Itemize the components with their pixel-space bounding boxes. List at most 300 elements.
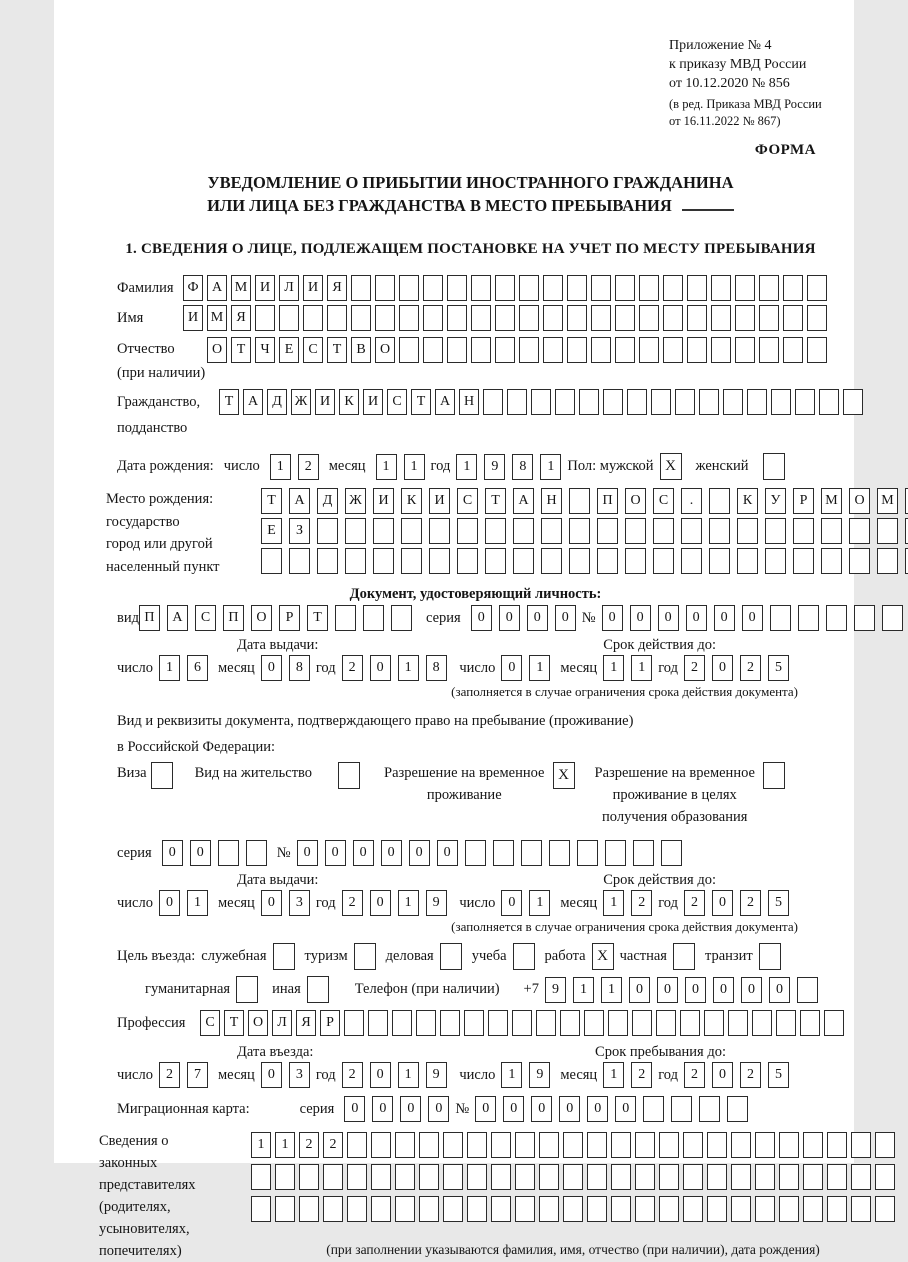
char-cell[interactable]: 0: [261, 655, 282, 681]
char-cell[interactable]: [521, 840, 542, 866]
char-cell[interactable]: У: [765, 488, 786, 514]
char-cell[interactable]: [371, 1132, 391, 1158]
char-cell[interactable]: [299, 1196, 319, 1222]
char-cell[interactable]: 0: [630, 605, 651, 631]
char-cell[interactable]: [391, 605, 412, 631]
char-cell[interactable]: [728, 1010, 748, 1036]
char-cell[interactable]: [875, 1164, 895, 1190]
char-cell[interactable]: [541, 548, 562, 574]
char-cell[interactable]: 2: [740, 890, 761, 916]
char-cell[interactable]: [771, 389, 791, 415]
char-cell[interactable]: 0: [714, 605, 735, 631]
char-cell[interactable]: [467, 1196, 487, 1222]
char-cell[interactable]: [671, 1096, 692, 1122]
char-cell[interactable]: [363, 605, 384, 631]
char-cell[interactable]: [491, 1196, 511, 1222]
char-cell[interactable]: [755, 1164, 775, 1190]
char-cell[interactable]: [563, 1196, 583, 1222]
char-cell[interactable]: [735, 275, 755, 301]
char-cell[interactable]: [401, 548, 422, 574]
char-cell[interactable]: [680, 1010, 700, 1036]
char-cell[interactable]: [625, 518, 646, 544]
char-cell[interactable]: 0: [353, 840, 374, 866]
char-cell[interactable]: 1: [603, 890, 624, 916]
char-cell[interactable]: [687, 337, 707, 363]
char-cell[interactable]: [560, 1010, 580, 1036]
char-cell[interactable]: [608, 1010, 628, 1036]
char-cell[interactable]: [335, 605, 356, 631]
char-cell[interactable]: 0: [437, 840, 458, 866]
char-cell[interactable]: [419, 1132, 439, 1158]
purpose-tourism-checkbox[interactable]: [354, 943, 376, 970]
char-cell[interactable]: 0: [629, 977, 650, 1003]
char-cell[interactable]: [519, 305, 539, 331]
char-cell[interactable]: [591, 305, 611, 331]
char-cell[interactable]: [471, 275, 491, 301]
char-cell[interactable]: 0: [261, 1062, 282, 1088]
char-cell[interactable]: 8: [512, 454, 533, 480]
char-cell[interactable]: [699, 389, 719, 415]
char-cell[interactable]: 2: [684, 890, 705, 916]
char-cell[interactable]: [419, 1196, 439, 1222]
char-cell[interactable]: [491, 1132, 511, 1158]
char-cell[interactable]: [807, 305, 827, 331]
char-cell[interactable]: [375, 305, 395, 331]
char-cell[interactable]: [577, 840, 598, 866]
char-cell[interactable]: [793, 548, 814, 574]
char-cell[interactable]: [275, 1164, 295, 1190]
char-cell[interactable]: [819, 389, 839, 415]
char-cell[interactable]: 5: [768, 1062, 789, 1088]
char-cell[interactable]: Е: [279, 337, 299, 363]
char-cell[interactable]: 1: [456, 454, 477, 480]
char-cell[interactable]: [373, 518, 394, 544]
char-cell[interactable]: Т: [261, 488, 282, 514]
char-cell[interactable]: [731, 1164, 751, 1190]
char-cell[interactable]: 1: [631, 655, 652, 681]
char-cell[interactable]: [877, 548, 898, 574]
char-cell[interactable]: [375, 275, 395, 301]
char-cell[interactable]: Д: [317, 488, 338, 514]
char-cell[interactable]: [443, 1132, 463, 1158]
char-cell[interactable]: 1: [398, 655, 419, 681]
char-cell[interactable]: [563, 1164, 583, 1190]
char-cell[interactable]: [731, 1132, 751, 1158]
char-cell[interactable]: [569, 548, 590, 574]
char-cell[interactable]: [779, 1196, 799, 1222]
char-cell[interactable]: [663, 275, 683, 301]
char-cell[interactable]: [323, 1164, 343, 1190]
char-cell[interactable]: 8: [289, 655, 310, 681]
purpose-transit-checkbox[interactable]: [759, 943, 781, 970]
char-cell[interactable]: [569, 488, 590, 514]
char-cell[interactable]: [827, 1132, 847, 1158]
char-cell[interactable]: К: [737, 488, 758, 514]
char-cell[interactable]: [821, 548, 842, 574]
char-cell[interactable]: Ж: [345, 488, 366, 514]
char-cell[interactable]: 0: [162, 840, 183, 866]
char-cell[interactable]: [317, 548, 338, 574]
char-cell[interactable]: 1: [404, 454, 425, 480]
char-cell[interactable]: [395, 1164, 415, 1190]
char-cell[interactable]: [765, 548, 786, 574]
char-cell[interactable]: 9: [426, 1062, 447, 1088]
char-cell[interactable]: 2: [684, 1062, 705, 1088]
char-cell[interactable]: [687, 305, 707, 331]
char-cell[interactable]: 1: [603, 1062, 624, 1088]
char-cell[interactable]: И: [429, 488, 450, 514]
char-cell[interactable]: [579, 389, 599, 415]
char-cell[interactable]: [347, 1132, 367, 1158]
char-cell[interactable]: И: [255, 275, 275, 301]
char-cell[interactable]: [371, 1196, 391, 1222]
char-cell[interactable]: [779, 1164, 799, 1190]
char-cell[interactable]: [429, 548, 450, 574]
char-cell[interactable]: [465, 840, 486, 866]
char-cell[interactable]: 0: [370, 655, 391, 681]
char-cell[interactable]: 1: [376, 454, 397, 480]
char-cell[interactable]: 0: [615, 1096, 636, 1122]
char-cell[interactable]: [770, 605, 791, 631]
char-cell[interactable]: И: [303, 275, 323, 301]
char-cell[interactable]: [635, 1164, 655, 1190]
char-cell[interactable]: 0: [297, 840, 318, 866]
char-cell[interactable]: [399, 275, 419, 301]
char-cell[interactable]: 1: [398, 1062, 419, 1088]
char-cell[interactable]: [543, 275, 563, 301]
char-cell[interactable]: [737, 548, 758, 574]
char-cell[interactable]: [275, 1196, 295, 1222]
char-cell[interactable]: [493, 840, 514, 866]
char-cell[interactable]: [731, 1196, 751, 1222]
char-cell[interactable]: И: [183, 305, 203, 331]
char-cell[interactable]: Ч: [255, 337, 275, 363]
char-cell[interactable]: [759, 275, 779, 301]
char-cell[interactable]: [843, 389, 863, 415]
char-cell[interactable]: 3: [289, 1062, 310, 1088]
char-cell[interactable]: [639, 337, 659, 363]
char-cell[interactable]: [709, 518, 730, 544]
purpose-work-checkbox[interactable]: X: [592, 943, 614, 970]
char-cell[interactable]: [611, 1196, 631, 1222]
char-cell[interactable]: 0: [712, 890, 733, 916]
char-cell[interactable]: [515, 1164, 535, 1190]
char-cell[interactable]: [849, 548, 870, 574]
char-cell[interactable]: [615, 305, 635, 331]
char-cell[interactable]: А: [207, 275, 227, 301]
char-cell[interactable]: 1: [398, 890, 419, 916]
char-cell[interactable]: [605, 840, 626, 866]
char-cell[interactable]: [495, 305, 515, 331]
char-cell[interactable]: [419, 1164, 439, 1190]
char-cell[interactable]: 0: [555, 605, 576, 631]
char-cell[interactable]: [591, 337, 611, 363]
char-cell[interactable]: [587, 1196, 607, 1222]
char-cell[interactable]: А: [243, 389, 263, 415]
char-cell[interactable]: [447, 305, 467, 331]
char-cell[interactable]: [681, 518, 702, 544]
char-cell[interactable]: [875, 1132, 895, 1158]
char-cell[interactable]: [218, 840, 239, 866]
char-cell[interactable]: [803, 1132, 823, 1158]
char-cell[interactable]: С: [653, 488, 674, 514]
char-cell[interactable]: Я: [231, 305, 251, 331]
char-cell[interactable]: [625, 548, 646, 574]
char-cell[interactable]: 1: [529, 890, 550, 916]
char-cell[interactable]: [467, 1164, 487, 1190]
char-cell[interactable]: И: [315, 389, 335, 415]
char-cell[interactable]: [507, 389, 527, 415]
char-cell[interactable]: .: [681, 488, 702, 514]
char-cell[interactable]: [687, 275, 707, 301]
char-cell[interactable]: С: [195, 605, 216, 631]
char-cell[interactable]: 2: [342, 1062, 363, 1088]
char-cell[interactable]: А: [167, 605, 188, 631]
char-cell[interactable]: [651, 389, 671, 415]
char-cell[interactable]: [737, 518, 758, 544]
purpose-business-checkbox[interactable]: [440, 943, 462, 970]
char-cell[interactable]: 1: [270, 454, 291, 480]
char-cell[interactable]: И: [363, 389, 383, 415]
char-cell[interactable]: [711, 275, 731, 301]
char-cell[interactable]: [399, 305, 419, 331]
char-cell[interactable]: 0: [713, 977, 734, 1003]
char-cell[interactable]: [423, 305, 443, 331]
char-cell[interactable]: 0: [527, 605, 548, 631]
char-cell[interactable]: [371, 1164, 391, 1190]
char-cell[interactable]: [317, 518, 338, 544]
char-cell[interactable]: [464, 1010, 484, 1036]
char-cell[interactable]: [351, 275, 371, 301]
char-cell[interactable]: [827, 1164, 847, 1190]
char-cell[interactable]: 2: [342, 655, 363, 681]
char-cell[interactable]: [633, 840, 654, 866]
purpose-study-checkbox[interactable]: [513, 943, 535, 970]
char-cell[interactable]: [803, 1196, 823, 1222]
char-cell[interactable]: [639, 275, 659, 301]
char-cell[interactable]: 0: [190, 840, 211, 866]
char-cell[interactable]: Л: [272, 1010, 292, 1036]
char-cell[interactable]: 9: [545, 977, 566, 1003]
char-cell[interactable]: 0: [658, 605, 679, 631]
purpose-private-checkbox[interactable]: [673, 943, 695, 970]
char-cell[interactable]: [776, 1010, 796, 1036]
char-cell[interactable]: П: [223, 605, 244, 631]
char-cell[interactable]: [611, 1132, 631, 1158]
purpose-official-checkbox[interactable]: [273, 943, 295, 970]
char-cell[interactable]: [759, 337, 779, 363]
char-cell[interactable]: 0: [587, 1096, 608, 1122]
char-cell[interactable]: [659, 1196, 679, 1222]
char-cell[interactable]: [591, 275, 611, 301]
char-cell[interactable]: [423, 275, 443, 301]
char-cell[interactable]: П: [139, 605, 160, 631]
char-cell[interactable]: [779, 1132, 799, 1158]
char-cell[interactable]: А: [513, 488, 534, 514]
char-cell[interactable]: 1: [251, 1132, 271, 1158]
char-cell[interactable]: [467, 1132, 487, 1158]
char-cell[interactable]: 0: [741, 977, 762, 1003]
char-cell[interactable]: [495, 337, 515, 363]
char-cell[interactable]: 0: [325, 840, 346, 866]
char-cell[interactable]: [597, 548, 618, 574]
char-cell[interactable]: [723, 389, 743, 415]
char-cell[interactable]: [635, 1132, 655, 1158]
char-cell[interactable]: О: [248, 1010, 268, 1036]
char-cell[interactable]: [567, 275, 587, 301]
char-cell[interactable]: [711, 305, 731, 331]
char-cell[interactable]: 7: [187, 1062, 208, 1088]
char-cell[interactable]: С: [303, 337, 323, 363]
char-cell[interactable]: [793, 518, 814, 544]
char-cell[interactable]: [513, 548, 534, 574]
char-cell[interactable]: [709, 548, 730, 574]
char-cell[interactable]: [707, 1164, 727, 1190]
char-cell[interactable]: [882, 605, 903, 631]
char-cell[interactable]: [392, 1010, 412, 1036]
char-cell[interactable]: [347, 1164, 367, 1190]
char-cell[interactable]: Т: [224, 1010, 244, 1036]
char-cell[interactable]: [597, 518, 618, 544]
char-cell[interactable]: [485, 548, 506, 574]
char-cell[interactable]: [675, 389, 695, 415]
char-cell[interactable]: [344, 1010, 364, 1036]
char-cell[interactable]: А: [289, 488, 310, 514]
char-cell[interactable]: [488, 1010, 508, 1036]
char-cell[interactable]: [656, 1010, 676, 1036]
char-cell[interactable]: 9: [426, 890, 447, 916]
char-cell[interactable]: 0: [471, 605, 492, 631]
char-cell[interactable]: [251, 1196, 271, 1222]
char-cell[interactable]: 0: [685, 977, 706, 1003]
sex-female-checkbox[interactable]: [763, 453, 785, 480]
char-cell[interactable]: О: [207, 337, 227, 363]
char-cell[interactable]: Т: [307, 605, 328, 631]
char-cell[interactable]: [683, 1164, 703, 1190]
char-cell[interactable]: [615, 275, 635, 301]
char-cell[interactable]: [368, 1010, 388, 1036]
char-cell[interactable]: 1: [501, 1062, 522, 1088]
char-cell[interactable]: [735, 305, 755, 331]
char-cell[interactable]: [485, 518, 506, 544]
char-cell[interactable]: [709, 488, 730, 514]
char-cell[interactable]: Р: [793, 488, 814, 514]
char-cell[interactable]: [635, 1196, 655, 1222]
char-cell[interactable]: [727, 1096, 748, 1122]
char-cell[interactable]: [851, 1164, 871, 1190]
char-cell[interactable]: [447, 275, 467, 301]
char-cell[interactable]: [519, 337, 539, 363]
char-cell[interactable]: [279, 305, 299, 331]
char-cell[interactable]: [824, 1010, 844, 1036]
char-cell[interactable]: 1: [529, 655, 550, 681]
char-cell[interactable]: А: [435, 389, 455, 415]
char-cell[interactable]: Т: [485, 488, 506, 514]
char-cell[interactable]: [447, 337, 467, 363]
char-cell[interactable]: [483, 389, 503, 415]
char-cell[interactable]: 0: [261, 890, 282, 916]
char-cell[interactable]: [683, 1132, 703, 1158]
char-cell[interactable]: [653, 518, 674, 544]
char-cell[interactable]: [515, 1132, 535, 1158]
char-cell[interactable]: Ж: [291, 389, 311, 415]
char-cell[interactable]: [569, 518, 590, 544]
char-cell[interactable]: К: [401, 488, 422, 514]
char-cell[interactable]: [416, 1010, 436, 1036]
char-cell[interactable]: [246, 840, 267, 866]
char-cell[interactable]: [495, 275, 515, 301]
residence-permit-checkbox[interactable]: [338, 762, 360, 789]
char-cell[interactable]: [615, 337, 635, 363]
char-cell[interactable]: [539, 1132, 559, 1158]
char-cell[interactable]: М: [231, 275, 251, 301]
char-cell[interactable]: 5: [768, 655, 789, 681]
sex-male-checkbox[interactable]: X: [660, 453, 682, 480]
char-cell[interactable]: 0: [428, 1096, 449, 1122]
char-cell[interactable]: 1: [601, 977, 622, 1003]
char-cell[interactable]: [783, 275, 803, 301]
char-cell[interactable]: [851, 1132, 871, 1158]
char-cell[interactable]: [783, 305, 803, 331]
char-cell[interactable]: [303, 305, 323, 331]
char-cell[interactable]: [639, 305, 659, 331]
char-cell[interactable]: [707, 1132, 727, 1158]
temp-residence-education-checkbox[interactable]: [763, 762, 785, 789]
char-cell[interactable]: [821, 518, 842, 544]
char-cell[interactable]: 1: [573, 977, 594, 1003]
char-cell[interactable]: [289, 548, 310, 574]
char-cell[interactable]: 0: [531, 1096, 552, 1122]
char-cell[interactable]: 0: [501, 890, 522, 916]
char-cell[interactable]: С: [387, 389, 407, 415]
char-cell[interactable]: Т: [411, 389, 431, 415]
char-cell[interactable]: Ф: [183, 275, 203, 301]
char-cell[interactable]: [795, 389, 815, 415]
char-cell[interactable]: [653, 548, 674, 574]
char-cell[interactable]: 1: [159, 655, 180, 681]
char-cell[interactable]: М: [207, 305, 227, 331]
char-cell[interactable]: 0: [475, 1096, 496, 1122]
char-cell[interactable]: К: [339, 389, 359, 415]
char-cell[interactable]: [567, 337, 587, 363]
char-cell[interactable]: [543, 305, 563, 331]
char-cell[interactable]: Т: [231, 337, 251, 363]
char-cell[interactable]: [351, 305, 371, 331]
char-cell[interactable]: Н: [541, 488, 562, 514]
char-cell[interactable]: [395, 1196, 415, 1222]
char-cell[interactable]: [251, 1164, 271, 1190]
char-cell[interactable]: [423, 337, 443, 363]
char-cell[interactable]: [849, 518, 870, 544]
char-cell[interactable]: 0: [712, 1062, 733, 1088]
char-cell[interactable]: Р: [279, 605, 300, 631]
char-cell[interactable]: [755, 1132, 775, 1158]
char-cell[interactable]: З: [289, 518, 310, 544]
char-cell[interactable]: 2: [684, 655, 705, 681]
char-cell[interactable]: [471, 305, 491, 331]
char-cell[interactable]: [854, 605, 875, 631]
char-cell[interactable]: [440, 1010, 460, 1036]
char-cell[interactable]: [783, 337, 803, 363]
char-cell[interactable]: [584, 1010, 604, 1036]
char-cell[interactable]: [704, 1010, 724, 1036]
char-cell[interactable]: [513, 518, 534, 544]
char-cell[interactable]: 0: [344, 1096, 365, 1122]
char-cell[interactable]: 1: [187, 890, 208, 916]
char-cell[interactable]: 2: [631, 890, 652, 916]
char-cell[interactable]: [699, 1096, 720, 1122]
char-cell[interactable]: [512, 1010, 532, 1036]
